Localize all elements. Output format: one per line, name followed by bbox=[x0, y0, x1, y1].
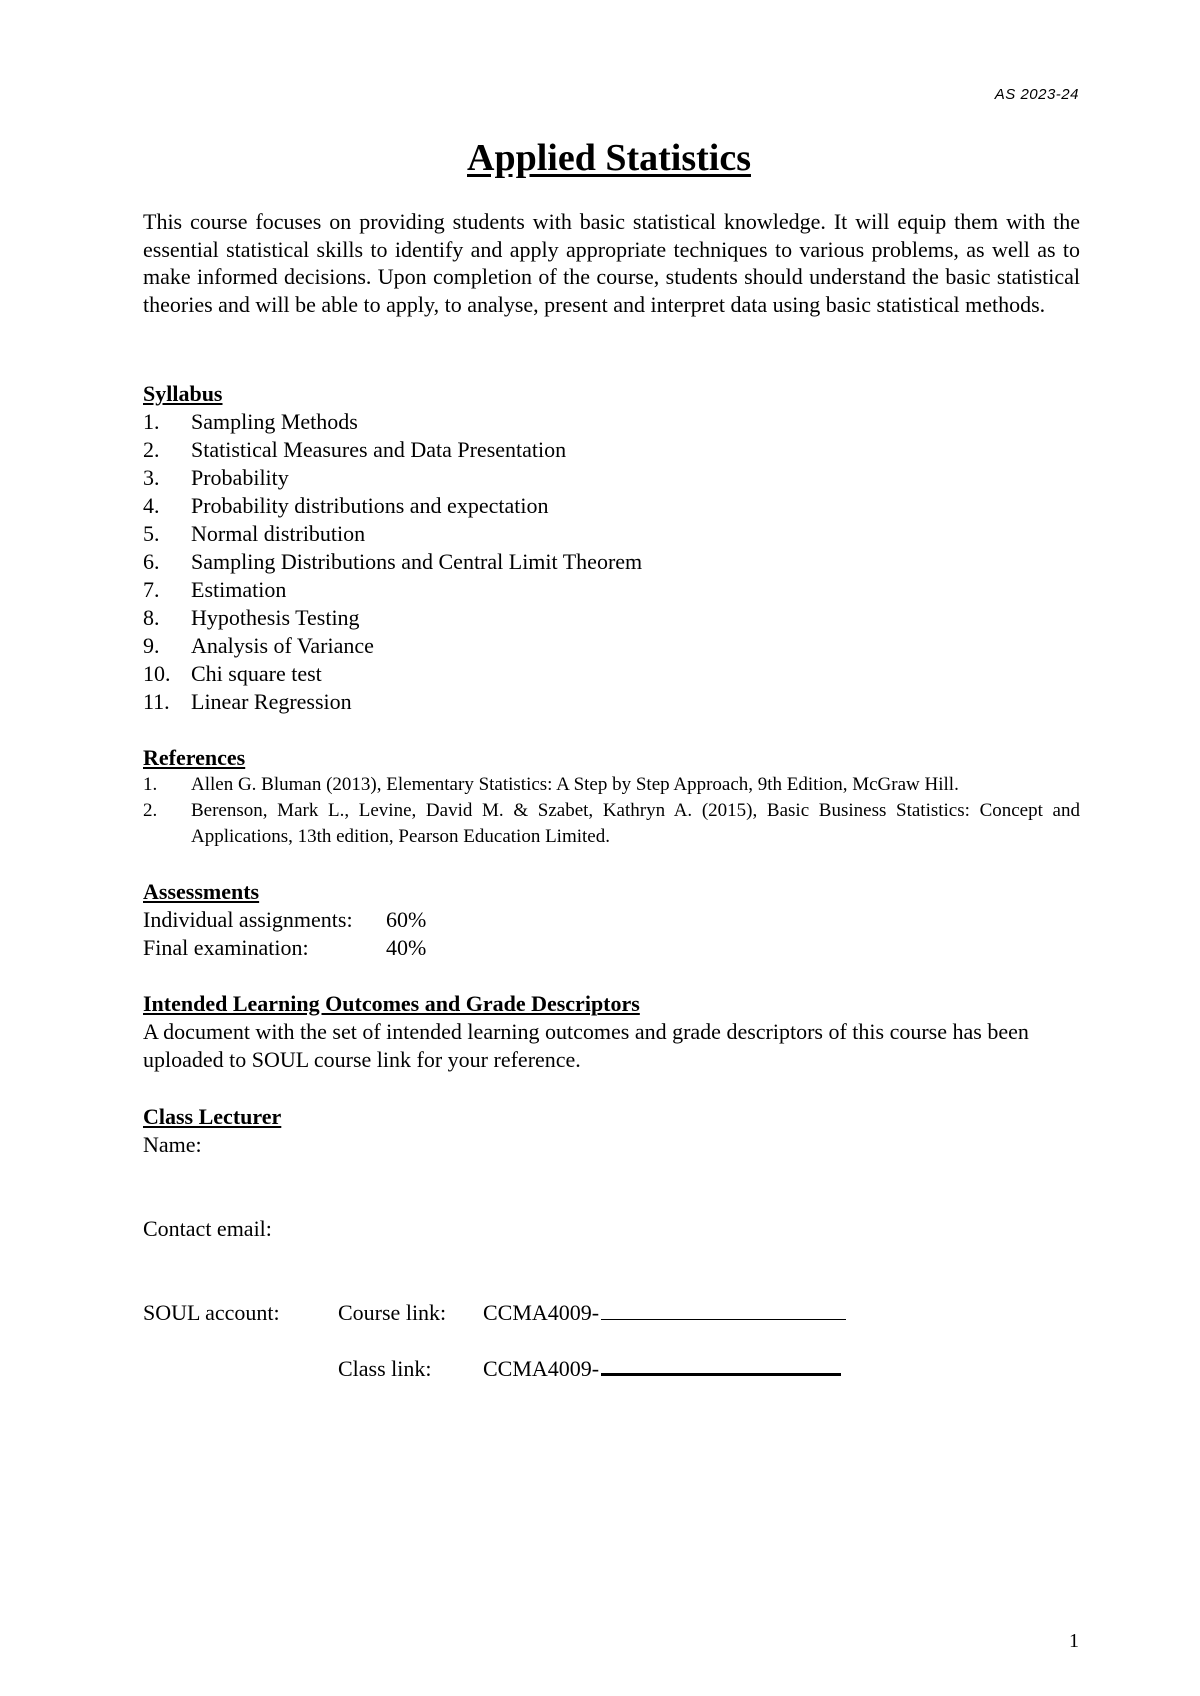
assessment-label: Final examination: bbox=[143, 934, 309, 960]
references-heading: References bbox=[143, 745, 246, 770]
syllabus-item-number: 11. bbox=[143, 688, 170, 714]
course-code-blank[interactable] bbox=[601, 1301, 846, 1320]
syllabus-item bbox=[143, 408, 1080, 436]
syllabus-item bbox=[143, 576, 1080, 604]
syllabus-item-text: Sampling Methods bbox=[191, 408, 358, 434]
assessment-label: Individual assignments: bbox=[143, 906, 353, 932]
syllabus-item-text: Probability bbox=[191, 464, 289, 490]
assessment-row bbox=[143, 934, 1080, 962]
ilo-section bbox=[143, 990, 1080, 1074]
syllabus-item bbox=[143, 660, 1080, 688]
reference-text: Allen G. Bluman (2013), Elementary Statistics: A Step by Step Approach, 9th Edition, McGraw Hill. bbox=[191, 773, 959, 795]
reference-number: 1. bbox=[143, 773, 158, 795]
reference-number: 2. bbox=[143, 799, 158, 821]
syllabus-item bbox=[143, 548, 1080, 576]
syllabus-item-number: 1. bbox=[143, 408, 160, 434]
soul-section bbox=[143, 1299, 846, 1383]
reference-item bbox=[143, 798, 1080, 850]
syllabus-item-number: 5. bbox=[143, 520, 160, 546]
course-code bbox=[483, 1299, 846, 1327]
references-section bbox=[143, 744, 1080, 850]
syllabus-item bbox=[143, 604, 1080, 632]
syllabus-item-number: 6. bbox=[143, 548, 160, 574]
course-code-text: CCMA4009- bbox=[483, 1300, 600, 1325]
syllabus-item-text: Normal distribution bbox=[191, 520, 366, 546]
syllabus-item-text: Linear Regression bbox=[191, 688, 352, 714]
soul-label: SOUL account: bbox=[143, 1300, 280, 1325]
class-code-text: CCMA4009- bbox=[483, 1356, 600, 1381]
syllabus-item-text: Sampling Distributions and Central Limit Theorem bbox=[191, 548, 643, 574]
class-code-blank[interactable] bbox=[601, 1355, 841, 1376]
syllabus-item bbox=[143, 464, 1080, 492]
assessment-row bbox=[143, 906, 1080, 934]
page-number: 1 bbox=[1069, 1630, 1079, 1652]
reference-text: Berenson, Mark L., Levine, David M. & Szabet, Kathryn A. (2015), Basic Business Statistics: Concept and Applications, 13th edition, Pearson Education Limited. bbox=[191, 799, 1080, 847]
soul-course-row bbox=[143, 1299, 846, 1327]
syllabus-item-text: Statistical Measures and Data Presentation bbox=[191, 436, 567, 462]
syllabus-item-text: Hypothesis Testing bbox=[191, 604, 360, 630]
intro-paragraph: This course focuses on providing students with basic statistical knowledge. It will equip them with the essential statistical skills to identify and apply appropriate techniques to various problems, as well as to make informed decisions. Upon completion of the course, students should understand the basic statistical theories and will be able to apply, to analyse, present and interpret data using basic statistical methods. bbox=[143, 209, 1080, 317]
course-link-label: Course link: bbox=[338, 1300, 447, 1325]
lecturer-heading: Class Lecturer bbox=[143, 1104, 282, 1129]
syllabus-item bbox=[143, 436, 1080, 464]
assessments-heading: Assessments bbox=[143, 879, 260, 904]
syllabus-item bbox=[143, 520, 1080, 548]
syllabus-item-number: 10. bbox=[143, 660, 171, 686]
ilo-heading: Intended Learning Outcomes and Grade Descriptors bbox=[143, 991, 640, 1016]
syllabus-list bbox=[143, 408, 1080, 716]
references-list bbox=[143, 772, 1080, 850]
class-link-label: Class link: bbox=[338, 1356, 432, 1381]
lecturer-section bbox=[143, 1103, 1080, 1243]
soul-class-row bbox=[143, 1355, 846, 1383]
syllabus-item-text: Analysis of Variance bbox=[191, 632, 374, 658]
syllabus-item bbox=[143, 492, 1080, 520]
lecturer-email-label: Contact email: bbox=[143, 1215, 272, 1241]
lecturer-name-label: Name: bbox=[143, 1131, 202, 1157]
page-title: Applied Statistics bbox=[467, 137, 751, 179]
syllabus-item bbox=[143, 632, 1080, 660]
assessments-section bbox=[143, 878, 1080, 962]
syllabus-item-number: 9. bbox=[143, 632, 160, 658]
syllabus-item-number: 7. bbox=[143, 576, 160, 602]
syllabus-item-number: 4. bbox=[143, 492, 160, 518]
header-tag: AS 2023-24 bbox=[994, 86, 1079, 103]
syllabus-item-number: 8. bbox=[143, 604, 160, 630]
syllabus-item-text: Estimation bbox=[191, 576, 287, 602]
reference-item bbox=[143, 772, 1080, 798]
syllabus-item-number: 3. bbox=[143, 464, 160, 490]
assessment-value: 60% bbox=[386, 906, 427, 932]
syllabus-item-text: Chi square test bbox=[191, 660, 322, 686]
syllabus-item-text: Probability distributions and expectation bbox=[191, 492, 549, 518]
syllabus-item bbox=[143, 688, 1080, 716]
assessment-value: 40% bbox=[386, 934, 427, 960]
syllabus-section bbox=[143, 380, 1080, 716]
class-code bbox=[483, 1355, 841, 1383]
syllabus-heading: Syllabus bbox=[143, 381, 223, 406]
ilo-text: A document with the set of intended learning outcomes and grade descriptors of this course has been uploaded to SOUL course link for your reference. bbox=[143, 1018, 1029, 1072]
syllabus-item-number: 2. bbox=[143, 436, 160, 462]
